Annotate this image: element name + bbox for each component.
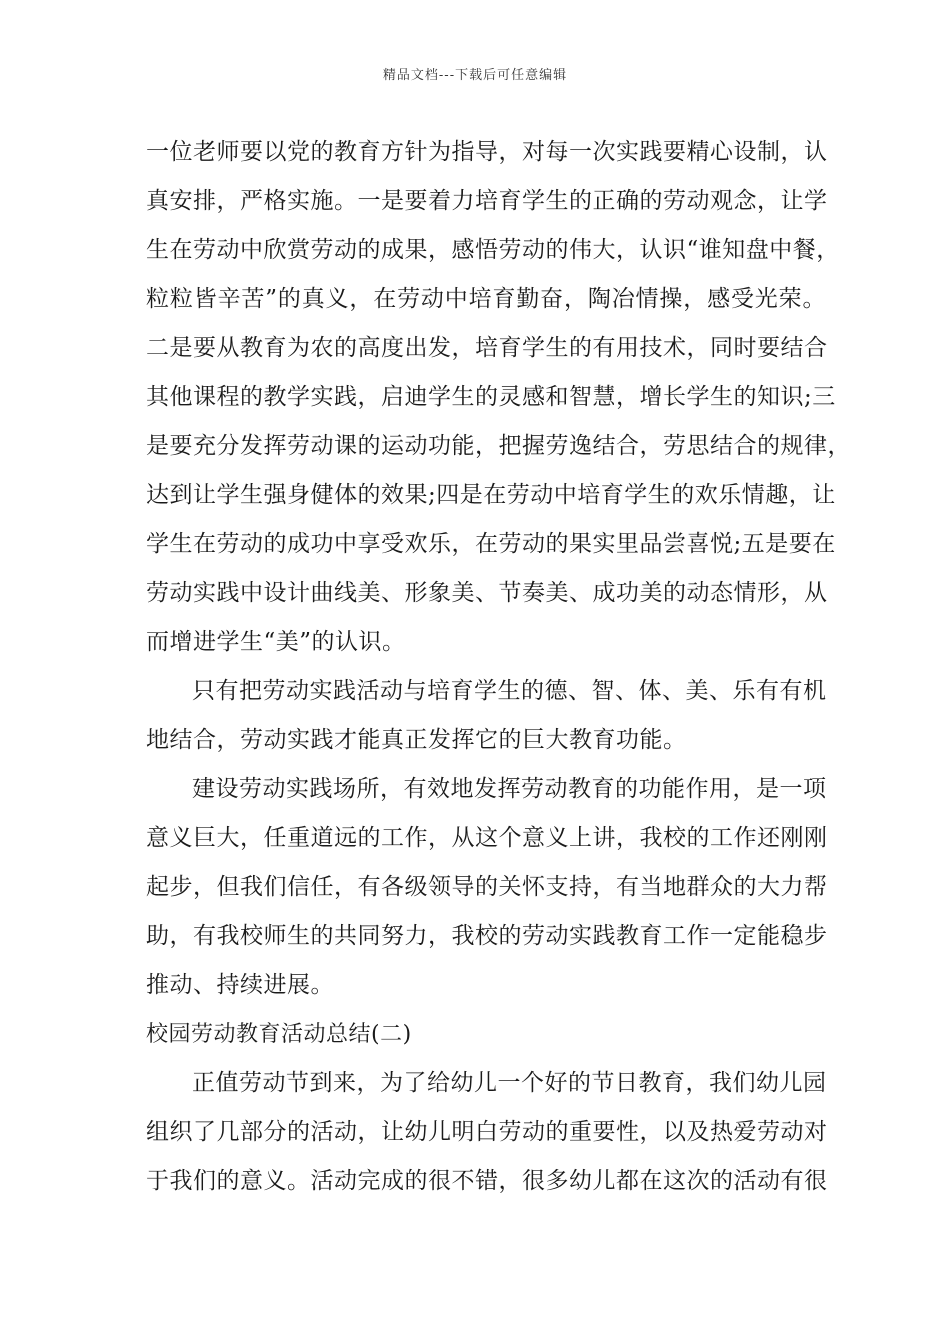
text-line: 劳动实践中设计曲线美、形象美、节奏美、成功美的动态情形，从 <box>146 580 828 606</box>
text-line: 粒粒皆辛苦”的真义，在劳动中培育勤奋，陶冶情操，感受光荣。 <box>146 286 826 312</box>
paragraph <box>146 667 826 765</box>
text-line: 二是要从教育为农的高度出发，培育学生的有用技术，同时要结合 <box>146 335 828 361</box>
text-line: 学生在劳动的成功中享受欢乐，在劳动的果实里品尝喜悦;五是要在 <box>146 531 836 557</box>
paragraph <box>146 765 826 1010</box>
paragraph <box>146 128 851 667</box>
text-line: 而增进学生“美”的认识。 <box>146 629 406 655</box>
text-line: 起步，但我们信任，有各级领导的关怀支持，有当地群众的大力帮 <box>146 874 828 900</box>
text-line: 助，有我校师生的共同努力，我校的劳动实践教育工作一定能稳步 <box>146 923 828 949</box>
text-line: 正值劳动节到来，为了给幼儿一个好的节日教育，我们幼儿园 <box>192 1070 827 1096</box>
heading-text: 校园劳动教育活动总结(二) <box>146 1022 412 1047</box>
page-header: 精品文档---下载后可任意编辑 <box>382 68 568 83</box>
text-line: 地结合，劳动实践才能真正发挥它的巨大教育功能。 <box>146 727 687 753</box>
text-line: 只有把劳动实践活动与培育学生的德、智、体、美、乐有有机 <box>192 678 827 704</box>
text-line: 达到让学生强身健体的效果;四是在劳动中培育学生的欢乐情趣，让 <box>146 482 836 508</box>
text-line: 于我们的意义。活动完成的很不错，很多幼儿都在这次的活动有很 <box>146 1168 828 1194</box>
document-body <box>146 128 851 1206</box>
text-line: 组织了几部分的活动，让幼儿明白劳动的重要性，以及热爱劳动对 <box>146 1119 828 1145</box>
text-line: 推动、持续进展。 <box>146 972 334 998</box>
text-line: 生在劳动中欣赏劳动的成果，感悟劳动的伟大，认识“谁知盘中餐， <box>146 237 840 263</box>
paragraph <box>146 1059 826 1206</box>
text-line: 真安排，严格实施。一是要着力培育学生的正确的劳动观念，让学 <box>146 188 828 214</box>
text-line: 一位老师要以党的教育方针为指导，对每一次实践要精心设制，认 <box>146 139 828 165</box>
text-line: 建设劳动实践场所，有效地发挥劳动教育的功能作用，是一项 <box>192 776 827 802</box>
text-line: 是要充分发挥劳动课的运动功能，把握劳逸结合，劳思结合的规律， <box>146 433 851 459</box>
text-line: 意义巨大，任重道远的工作，从这个意义上讲，我校的工作还刚刚 <box>146 825 828 851</box>
text-line: 其他课程的教学实践，启迪学生的灵感和智慧，增长学生的知识;三 <box>146 384 836 410</box>
section-heading <box>146 1010 826 1059</box>
